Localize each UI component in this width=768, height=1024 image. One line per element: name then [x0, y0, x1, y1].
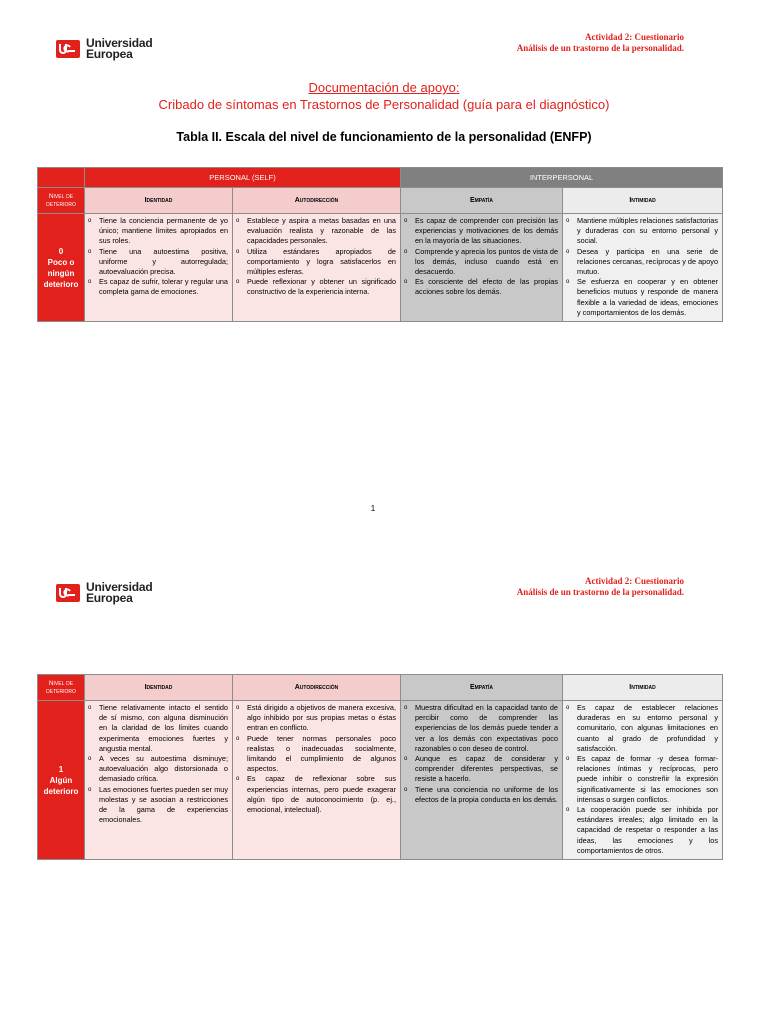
list-item: o Tiene relativamente intacto el sentido de sí mismo, con alguna disminución en la claridad de los límites cuando experimenta emociones fuertes y angustia mental. [88, 703, 228, 754]
column-header-identidad: Identidad [85, 675, 233, 701]
list-item: o Muestra dificultad en la capacidad tanto de percibir como de comprender las experiencias de los demás puede tender a ver a los demás con expectativas poco razonables o con deseo de control. [404, 703, 558, 754]
enfp-table-page-2 [37, 674, 723, 860]
column-header-autodireccion: Autodirección [233, 675, 401, 701]
intimidad-cell [563, 214, 723, 322]
level-cell [38, 701, 85, 860]
level-label: Poco o ningún deterioro [43, 257, 79, 289]
activity-title: Actividad 2: Cuestionario [585, 32, 684, 42]
logo-text: Universidad Europea [86, 580, 153, 605]
list-item: o Es capaz de formar -y desea formar- relaciones íntimas y recíprocas, pero puede inhibir o constreñir la expresión significativamente si las emociones son intensas o surgen conflictos. [566, 754, 718, 805]
column-header-autodireccion: Autodirección [233, 188, 401, 214]
identidad-cell [85, 701, 233, 860]
activity-subtitle: Análisis de un trastorno de la personalidad. [516, 43, 684, 53]
list-item: o Puede reflexionar y obtener un significado constructivo de la experiencia interna. [236, 277, 396, 297]
column-header-empatia: Empatía [401, 188, 563, 214]
column-header-intimidad: Intimidad [563, 188, 723, 214]
page-number: 1 [370, 504, 376, 513]
list-item: o Tiene una conciencia no uniforme de los efectos de la propia conducta en los demás. [404, 785, 558, 805]
empatia-cell [401, 701, 563, 860]
column-header-identidad: Identidad [85, 188, 233, 214]
list-item: o Es consciente del efecto de las propias acciones sobre los demás. [404, 277, 558, 297]
list-item: o Establece y aspira a metas basadas en una evaluación realista y razonable de las capacidades personales. [236, 216, 396, 247]
list-item: o Utiliza estándares apropiados de comportamiento y logra satisfacerlos en múltiples esferas. [236, 247, 396, 278]
activity-header [517, 576, 684, 598]
list-item: o Comprende y aprecia los puntos de vista de los demás, incluso cuando está en desacuerdo. [404, 247, 558, 278]
list-item: o Las emociones fuertes pueden ser muy molestas y se asocian a restricciones de la gama de experiencias emocionales. [88, 785, 228, 826]
table-row-level-1 [38, 701, 723, 860]
level-label: Algún deterioro [43, 775, 79, 796]
doc-title: Documentación de apoyo: [308, 80, 460, 95]
list-item: o Tiene la conciencia permanente de yo único; mantiene límites apropiados en sus roles. [88, 216, 228, 247]
logo-text: Universidad Europea [86, 36, 153, 61]
level-number: 1 [58, 764, 64, 774]
empatia-cell [401, 214, 563, 322]
table-title: Tabla II. Escala del nivel de funcionamiento de la personalidad (ENFP) [176, 130, 592, 144]
autodireccion-cell [233, 214, 401, 322]
list-item: o Se esfuerza en cooperar y en obtener beneficios mutuos y responde de manera flexible a la variedad de ideas, emociones y comportamientos de los demás. [566, 277, 718, 318]
activity-header [517, 32, 684, 54]
ue-logo-icon [56, 584, 80, 602]
table-row-level-0 [38, 214, 723, 322]
list-item: o Es capaz de sufrir, tolerar y regular una completa gama de emociones. [88, 277, 228, 297]
university-logo [56, 582, 153, 604]
list-item: o Puede tener normas personales poco realistas o inadecuadas socialmente, limitando el cumplimiento de algunos aspectos. [236, 734, 396, 775]
identidad-cell [85, 214, 233, 322]
list-item: o Es capaz de reflexionar sobre sus experiencias internas, pero puede exagerar algún tipo de autoconocimiento (p. ej., emocional, intelectual). [236, 774, 396, 815]
ue-logo-icon [56, 40, 80, 58]
group-header-blank [38, 168, 85, 188]
list-item: o A veces su autoestima disminuye; autoevaluación algo distorsionada o demasiado crítica. [88, 754, 228, 785]
list-item: o Aunque es capaz de considerar y comprender diferentes perspectivas, se resiste a hacerlo. [404, 754, 558, 785]
university-logo [56, 38, 153, 60]
list-item: o Está dirigido a objetivos de manera excesiva, algo inhibido por sus propias metas o éstas entran en conflicto. [236, 703, 396, 734]
list-item: o Mantiene múltiples relaciones satisfactorias y duraderas con su entorno personal y social. [566, 216, 718, 247]
list-item: o Es capaz de establecer relaciones duraderas en su entorno personal y comunitario, con algunas limitaciones en cuanto al grado de profundidad y satisfacción. [566, 703, 718, 754]
column-header-intimidad: Intimidad [563, 675, 723, 701]
level-cell [38, 214, 85, 322]
activity-title: Actividad 2: Cuestionario [585, 576, 684, 586]
list-item: o Desea y participa en una serie de relaciones cercanas, recíprocas y de apoyo mutuo. [566, 247, 718, 278]
column-header-level: Nivel de deterioro [38, 675, 85, 701]
group-header-personal: PERSONAL (SELF) [85, 168, 401, 188]
list-item: o La cooperación puede ser inhibida por estándares irreales; algo limitado en la capacidad de respetar o responder a las ideas, las emociones y los comportamientos de otros. [566, 805, 718, 856]
column-header-level: Nivel de deterioro [38, 188, 85, 214]
doc-subtitle: Cribado de síntomas en Trastornos de Personalidad (guía para el diagnóstico) [158, 97, 610, 112]
intimidad-cell [563, 701, 723, 860]
autodireccion-cell [233, 701, 401, 860]
level-number: 0 [58, 246, 64, 256]
list-item: o Tiene una autoestima positiva, uniforme y autorregulada; autoevaluación precisa. [88, 247, 228, 278]
column-header-empatia: Empatía [401, 675, 563, 701]
enfp-table-page-1 [37, 167, 723, 322]
activity-subtitle: Análisis de un trastorno de la personalidad. [516, 587, 684, 597]
list-item: o Es capaz de comprender con precisión las experiencias y motivaciones de los demás en la mayoría de las situaciones. [404, 216, 558, 247]
group-header-interpersonal: INTERPERSONAL [401, 168, 723, 188]
